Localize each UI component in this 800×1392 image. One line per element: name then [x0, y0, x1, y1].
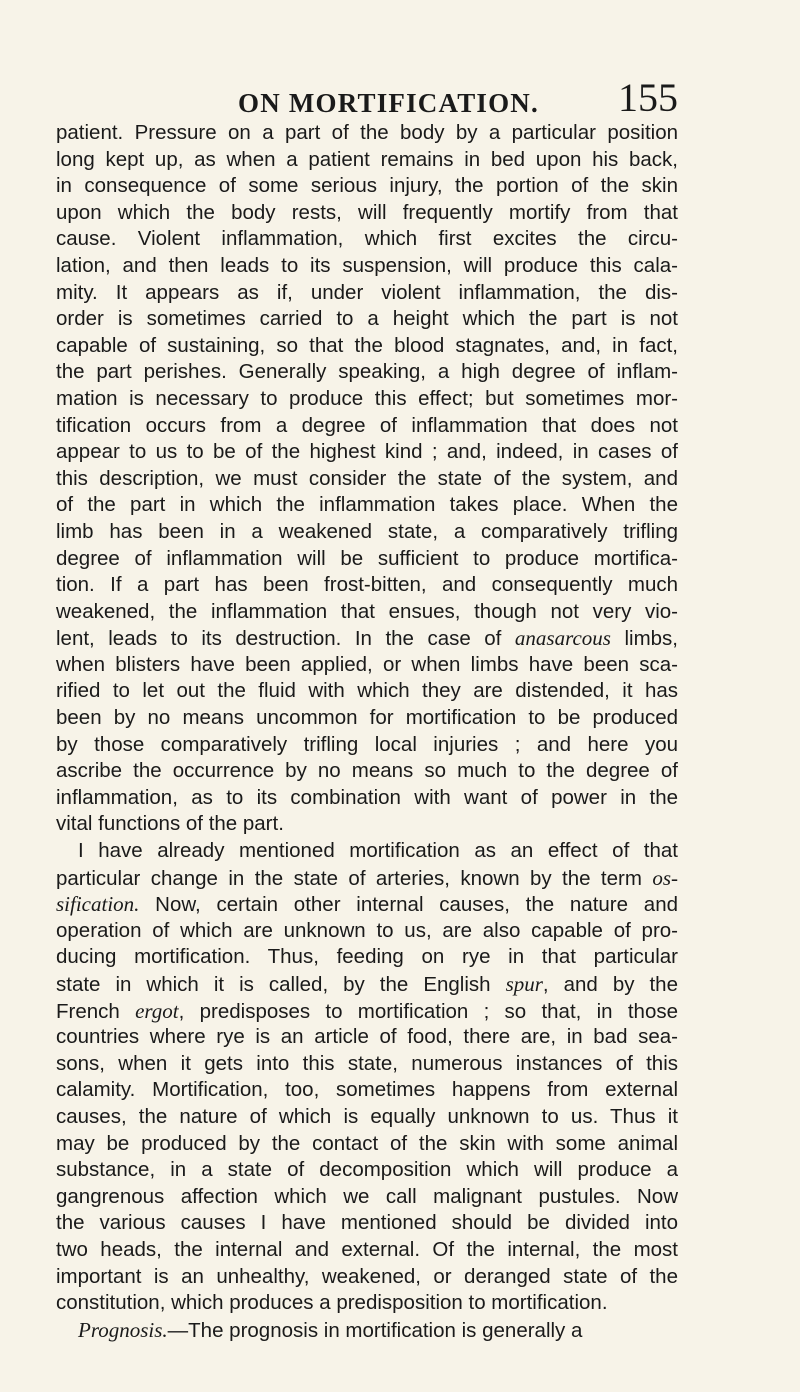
text-line: in consequence of some serious injury, the portion of the skin — [56, 174, 678, 198]
text-line: lation, and then leads to its suspension, will produce this cala- — [56, 253, 678, 277]
text-line: two heads, the internal and external. Of the internal, the most — [56, 1237, 678, 1261]
text-run: French — [56, 999, 136, 1023]
text-line — [56, 625, 678, 652]
text-run: —The prognosis in mortification is generally a — [167, 1318, 583, 1342]
text-line: capable of sustaining, so that the blood stagnates, and, in fact, — [56, 333, 678, 357]
italic-term: spur — [505, 972, 543, 996]
italic-term: Prognosis. — [78, 1317, 168, 1342]
text-line: this description, we must consider the state of the system, and — [56, 466, 678, 490]
text-run: , and by the — [542, 973, 678, 996]
text-run: limbs, — [610, 627, 678, 651]
text-line: I have already mentioned mortification as an effect of that — [78, 839, 678, 863]
text-line: rified to let out the fluid with which they are distended, it has — [56, 679, 678, 703]
text-line: ducing mortification. Thus, feeding on rye in that particular — [56, 945, 678, 969]
text-line — [56, 1317, 678, 1344]
text-line: sons, when it gets into this state, numerous instances of this — [56, 1051, 678, 1075]
text-line: gangrenous affection which we call malignant pustules. Now — [56, 1184, 678, 1208]
text-line: appear to us to be of the highest kind ; and, indeed, in cases of — [56, 440, 678, 464]
text-line: been by no means uncommon for mortification to be produced — [56, 706, 678, 730]
page-number: 155 — [618, 75, 678, 120]
text-line: degree of inflammation will be sufficient to produce mortifica- — [56, 546, 678, 570]
text-line: ascribe the occurrence by no means so much to the degree of — [56, 759, 678, 783]
running-title: ON MORTIFICATION. — [238, 88, 539, 118]
italic-term: anasarcous — [514, 626, 611, 651]
text-line: the various causes I have mentioned should be divided into — [56, 1211, 678, 1235]
text-line: mity. It appears as if, under violent inflammation, the dis- — [56, 280, 678, 304]
text-line: constitution, which produces a predisposition to mortification. — [56, 1291, 608, 1315]
text-line: order is sometimes carried to a height which the part is not — [56, 307, 678, 331]
text-run: state in which it is called, by the English — [56, 973, 506, 996]
text-line: may be produced by the contact of the skin with some animal — [56, 1131, 678, 1155]
text-line: of the part in which the inflammation takes place. When the — [56, 493, 678, 517]
text-line: the part perishes. Generally speaking, a high degree of inflam- — [56, 360, 678, 384]
text-line — [56, 891, 678, 918]
text-line: when blisters have been applied, or when limbs have been sca- — [56, 652, 678, 676]
text-line: causes, the nature of which is equally unknown to us. Thus it — [56, 1104, 678, 1128]
text-line: vital functions of the part. — [56, 812, 284, 836]
text-line: by those comparatively trifling local injuries ; and here you — [56, 732, 678, 756]
text-line: inflammation, as to its combination with want of power in the — [56, 785, 678, 809]
text-run: , predisposes to mortification ; so that, in those — [178, 999, 678, 1023]
text-line: tification occurs from a degree of inflammation that does not — [56, 413, 678, 437]
text-line: long kept up, as when a patient remains in bed upon his back, — [56, 147, 678, 171]
text-line: limb has been in a weakened state, a comparatively trifling — [56, 519, 678, 543]
text-line: mation is necessary to produce this effect; but sometimes mor- — [56, 386, 678, 410]
text-line: upon which the body rests, will frequently mortify from that — [56, 200, 678, 224]
text-line — [56, 865, 678, 892]
text-line: substance, in a state of decomposition which will produce a — [56, 1158, 678, 1182]
text-line: important is an unhealthy, weakened, or deranged state of the — [56, 1264, 678, 1288]
italic-term: sification. — [56, 892, 140, 917]
text-line: patient. Pressure on a part of the body by a particular position — [56, 121, 678, 144]
text-run: Now, certain other internal causes, the nature and — [139, 893, 678, 917]
text-line: operation of which are unknown to us, are also capable of pro- — [56, 918, 678, 942]
body-text — [56, 120, 678, 1343]
text-line — [56, 998, 678, 1025]
italic-term: ergot — [135, 998, 179, 1023]
italic-term: os- — [652, 865, 678, 890]
text-line: calamity. Mortification, too, sometimes happens from external — [56, 1078, 678, 1102]
text-line: cause. Violent inflammation, which first excites the circu- — [56, 227, 678, 251]
text-line: countries where rye is an article of food, there are, in bad sea- — [56, 1025, 678, 1049]
text-line: tion. If a part has been frost-bitten, and consequently much — [56, 573, 678, 597]
text-run: particular change in the state of arteries, known by the term — [56, 866, 653, 890]
text-line: weakened, the inflammation that ensues, though not very vio- — [56, 599, 678, 623]
text-run: lent, leads to its destruction. In the case of — [56, 627, 515, 651]
text-line — [56, 971, 678, 998]
